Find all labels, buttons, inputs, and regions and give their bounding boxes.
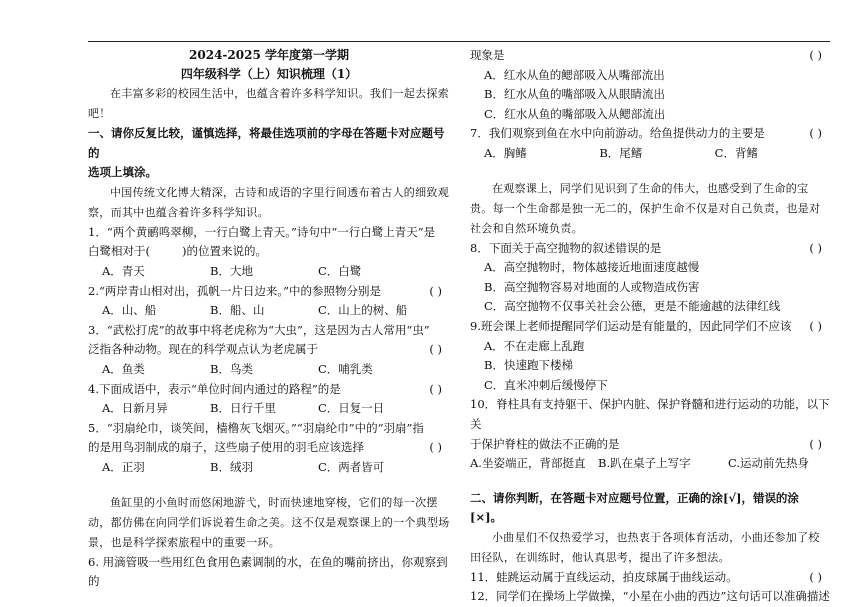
option[interactable]: A．青天 [102, 263, 145, 278]
answer-paren: ( ) [809, 436, 822, 451]
question-11: 11．蛙跳运动属于直线运动，拍皮球属于曲线运动。 ( ) [470, 568, 830, 588]
option[interactable]: B．快速跑下楼梯 [484, 358, 573, 373]
answer-paren: ( ) [809, 48, 822, 62]
option[interactable]: C．背鳍 [714, 145, 758, 160]
q4-options [88, 399, 450, 419]
option[interactable]: C．山上的树、船 [318, 303, 408, 318]
q5-options [88, 458, 450, 478]
question-5: 5．“羽扇纶巾，谈笑间，樯橹灰飞烟灭。”“羽扇纶巾”中的“羽扇”指 的是用鸟羽制成的扇子，这些扇子使用的羽毛应该选择 ( ) A．正羽 B．绒羽 C．两者皆可 [88, 419, 450, 478]
question-10: 10．脊柱具有支持躯干、保护内脏、保护脊髓和进行运动的功能，以下关 于保护脊柱的做法不正确的是 ( ) A.坐姿端正，背部挺直 B.趴在桌子上写字 C.运动前先热身 [470, 395, 830, 473]
q3-options [88, 360, 450, 380]
option[interactable]: A．胸鳍 [484, 145, 527, 160]
answer-paren: ( ) [429, 381, 442, 396]
option[interactable]: C．两者皆可 [318, 459, 385, 474]
page-subtitle: 四年级科学（上）知识梳理（1） [180, 67, 358, 81]
question-1: 1．“两个黄鹂鸣翠柳，一行白鹭上青天。”诗句中“一行白鹭上青天”是 白鹭相对于( )的位置来说的。 A．青天 B．大地 C．白鹭 [88, 223, 450, 282]
option[interactable]: B.趴在桌子上写字 [598, 456, 691, 471]
section1-passage: 中国传统文化博大精深，古诗和成语的字里行间透布着古人的细致观察，而其中也蕴含着许多科学知识。 [88, 185, 449, 219]
answer-paren: ( ) [429, 440, 442, 455]
option[interactable]: B．高空抛物容易对地面的人或物造成伤害 [484, 279, 700, 294]
option[interactable]: C．高空抛物不仅事关社会公德，更是不能逾越的法律红线 [484, 299, 781, 314]
option[interactable]: B．鸟类 [210, 361, 253, 376]
option[interactable]: B．大地 [210, 263, 253, 278]
question-3: 3．“武松打虎”的故事中将老虎称为“大虫”，这是因为古人常用“虫” 泛指各种动物。现在的科学观点认为老虎属于 ( ) A．鱼类 B．鸟类 C．哺乳类 [88, 321, 450, 380]
answer-paren: ( ) [429, 283, 442, 298]
option[interactable]: B．绒羽 [210, 459, 253, 474]
q1-options [88, 262, 450, 282]
right-column [470, 46, 830, 607]
intro-text: 在丰富多彩的校园生活中，也蕴含着许多科学知识。我们一起去探索吧！ [88, 87, 449, 120]
option[interactable]: B．红水从鱼的嘴部吸入从眼睛流出 [484, 87, 665, 102]
answer-paren: ( ) [809, 126, 822, 141]
question-6-cont: 现象是 ( ) [470, 46, 830, 66]
section1-heading-cont: 选项上填涂。 [88, 165, 157, 180]
q10-options [470, 454, 830, 474]
left-column [88, 46, 450, 592]
option[interactable]: A．红水从鱼的鳃部吸入从嘴部流出 [484, 67, 665, 82]
question-2: 2.“两岸青山相对出，孤帆一片日边来。”中的参照物分别是 ( ) A．山、船 B．船、山 C．山上的树、船 [88, 282, 450, 321]
option[interactable]: A．山、船 [102, 303, 157, 318]
question-7: 7．我们观察到鱼在水中向前游动。给鱼提供动力的主要是 ( ) A．胸鳍 B．尾鳍 C．背鳍 [470, 124, 830, 163]
question-9: 9.班会课上老师提醒同学们运动是有能量的，因此同学们不应该 ( ) A．不在走廊上乱跑 B．快速跑下楼梯 C．直米冲刺后缓慢停下 [470, 317, 830, 395]
answer-paren: ( ) [809, 240, 822, 255]
question-4: 4.下面成语中，表示“单位时间内通过的路程”的是 ( ) A．日新月异 B．日行千里 C．日复一日 [88, 380, 450, 419]
option[interactable]: C．直米冲刺后缓慢停下 [484, 377, 608, 392]
option[interactable]: B．日行千里 [210, 401, 276, 416]
question-8: 8．下面关于高空抛物的叙述错误的是 ( ) A．高空抛物时，物体越接近地面速度越慢 B．高空抛物容易对地面的人或物造成伤害 C．高空抛物不仅事关社会公德，更是不能逾越的法律红线 [470, 239, 830, 317]
passage-life: 在观察课上，同学们见识到了生命的伟大，也感受到了生命的宝贵。每一个生命都是独一无二的，保护生命不仅是对自己负责，也是对社会和自然环境负责。 [470, 181, 821, 235]
option[interactable]: A．高空抛物时，物体越接近地面速度越慢 [484, 260, 700, 275]
passage-fish: 鱼缸里的小鱼时而悠闲地游弋，时而快速地穿梭，它们的每一次摆动，都仿佛在向同学们诉说着生命之美。这不仅是观察课上的一个典型场景，也是科学探索旅程中的重要一环。 [88, 495, 450, 549]
option[interactable]: C.运动前先热身 [728, 456, 810, 471]
q2-options [88, 301, 450, 321]
option[interactable]: A．不在走廊上乱跑 [484, 338, 585, 353]
top-rule [88, 41, 830, 42]
page-title: 2024-2025 学年度第一学期 [189, 48, 349, 62]
question-6: 6. 用滴管吸一些用红色食用色素调制的水，在鱼的嘴前挤出，你观察到的 [88, 554, 448, 589]
section2-passage: 小曲星们不仅热爱学习，也热衷于各项体育活动，小曲还参加了校田径队，在训练时，他认真思考，提出了许多想法。 [470, 530, 820, 564]
answer-paren: ( ) [809, 318, 822, 333]
question-12: 12．同学们在操场上学做操，“小星在小曲的西边”这句话可以准确描述 [470, 589, 830, 604]
option[interactable]: A．正羽 [102, 459, 145, 474]
option[interactable]: A．鱼类 [102, 361, 145, 376]
option[interactable]: B．尾鳍 [599, 145, 643, 160]
option[interactable]: C．红水从鱼的嘴部吸入从鳃部流出 [484, 106, 666, 121]
section2-heading: 二、请你判断，在答题卡对应题号位置，正确的涂[√]，错误的涂[×]。 [470, 490, 799, 525]
option[interactable]: A．日新月异 [102, 401, 168, 416]
option[interactable]: C．白鹭 [318, 263, 362, 278]
option[interactable]: C．日复一日 [318, 401, 385, 416]
answer-paren: ( ) [429, 342, 442, 357]
option[interactable]: C．哺乳类 [318, 361, 373, 376]
q7-options [470, 144, 830, 164]
section1-heading: 一、请你反复比较，谨慎选择，将最佳选项前的字母在答题卡对应题号的 [88, 126, 445, 160]
answer-paren: ( ) [809, 569, 822, 584]
option[interactable]: B．船、山 [210, 303, 265, 318]
option[interactable]: A.坐姿端正，背部挺直 [470, 456, 586, 471]
